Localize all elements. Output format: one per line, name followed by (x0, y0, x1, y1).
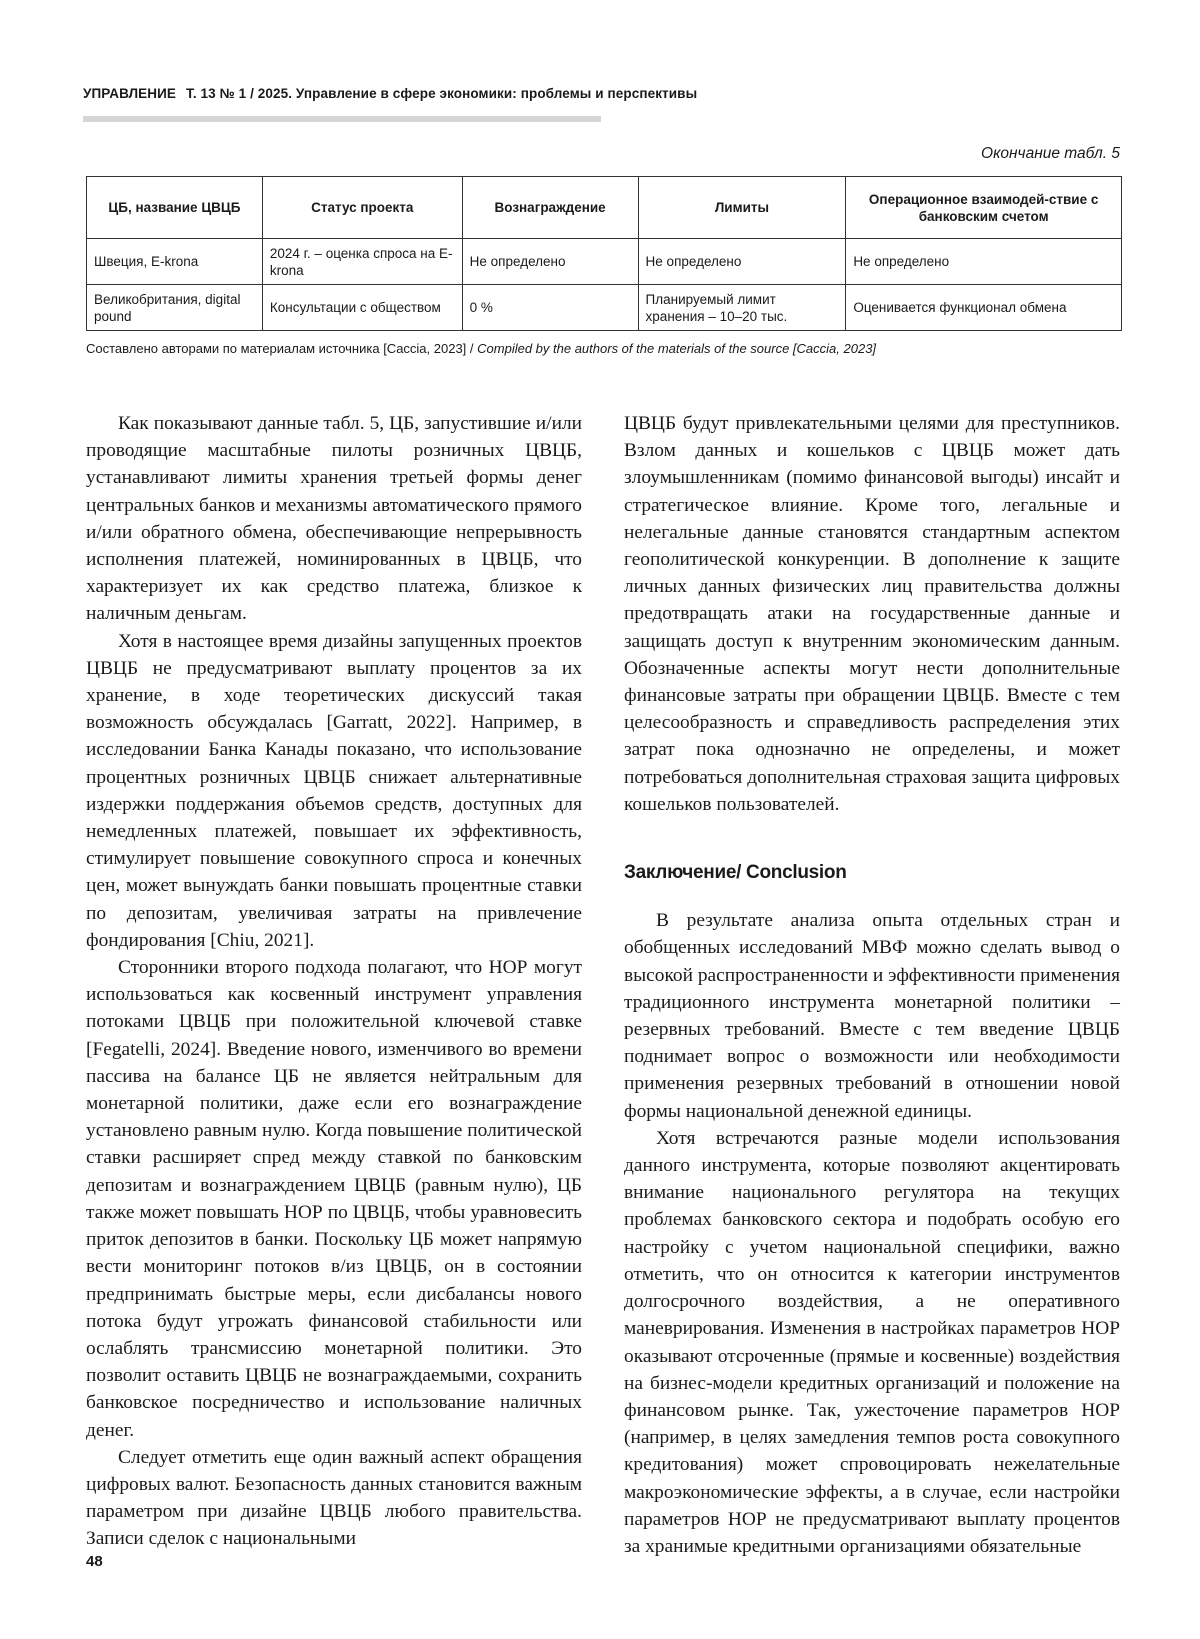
cbdc-table (86, 176, 1122, 331)
left-column (86, 410, 582, 1553)
table-cell: 2024 г. – оценка спроса на E-krona (262, 239, 462, 285)
column-header: Лимиты (638, 177, 846, 239)
table-cell: Консультации с обществом (262, 285, 462, 331)
paragraph: Хотя в настоящее время дизайны запущенных проектов ЦВЦБ не предусматривают выплату процентов за их хранение, в ходе теоретических дискуссий такая возможность обсуждалась [Garratt, 2022]. Например, в исследовании Банка Канады показано, что использование процентных розничных ЦВЦБ снижает альтернативные издержки поддержания объемов средств, доступных для немедленных платежей, повышает их эффективность, стимулирует повышение совокупного спроса и конечных цен, может вынуждать банки повышать процентные ставки по депозитам, увеличивая затраты на привлечение фондирования [Chiu, 2021]. (86, 630, 582, 951)
paragraph: ЦВЦБ будут привлекательными целями для преступников. Взлом данных и кошельков с ЦВЦБ может дать злоумышленникам (помимо финансовой выгоды) инсайт и стратегическое влияние. Кроме того, легальные и нелегальные данные становятся стандартным аспектом геополитической конкуренции. В дополнение к защите личных данных физических лиц правительства должны предотвращать атаки на государственные данные и защищать доступ к внутренним экономическим данным. Обозначенные аспекты могут нести дополнительные финансовые затраты при обращении ЦВЦБ. Вместе с тем целесообразность и справедливость распределения этих затрат пока однозначно не определены, и может потребоваться дополнительная страховая защита цифровых кошельков пользователей. (624, 413, 1120, 815)
paragraph: Сторонники второго подхода полагают, что НОР могут использоваться как косвенный инструмент управления потоками ЦВЦБ при положительной ключевой ставке [Fegatelli, 2024]. Введение нового, изменчивого во времени пассива на балансе ЦБ не является нейтральным для монетарной политики, даже если его вознаграждение установлено равным нулю. Когда повышение политической ставки расширяет спред между ставкой по банковским депозитам и вознаграждением ЦВЦБ (равным нулю), ЦБ также может повышать НОР по ЦВЦБ, чтобы уравновесить приток депозитов в банки. Поскольку ЦБ может напрямую вести мониторинг потоков в/из ЦВЦБ, он в состоянии предпринимать быстрые меры, если дисбалансы нового потока будут угрожать финансовой стабильности или ослаблять трансмиссию монетарной политики. Это позволит оставить ЦВЦБ не вознаграждаемыми, сохранить банковское посредничество и использование наличных денег. (86, 957, 582, 1441)
table-cell: Оценивается функционал обмена (846, 285, 1122, 331)
page-number: 48 (86, 1553, 103, 1570)
column-header: Статус проекта (262, 177, 462, 239)
paragraph: Следует отметить еще один важный аспект обращения цифровых валют. Безопасность данных становится важным параметром при дизайне ЦВЦБ любого правительства. Записи сделок с национальными (86, 1446, 582, 1550)
paragraph: Хотя встречаются разные модели использования данного инструмента, которые позволяют акцентировать внимание национального регулятора на текущих проблемах банковского сектора и подобрать особую его настройку с учетом национальной специфики, важно отметить, что он относится к категории инструментов долгосрочного воздействия, а не оперативного маневрирования. Изменения в настройках параметров НОР оказывают отсроченные (прямые и косвенные) воздействия на бизнес-модели кредитных организаций и положение на финансовом рынке. Так, ужесточение параметров НОР (например, в целях замедления темпов роста совокупного кредитования) может спровоцировать нежелательные макроэкономические эффекты, а в случае, если настройки параметров НОР не предусматривают выплату процентов за хранимые кредитными организациями обязательные (624, 1127, 1120, 1557)
table-cell: 0 % (462, 285, 638, 331)
table-cell: Не определено (638, 239, 846, 285)
table-header-row (87, 177, 1122, 239)
column-header: ЦБ, название ЦВЦБ (87, 177, 263, 239)
table-cell: Планируемый лимит хранения – 10–20 тыс. (638, 285, 846, 331)
journal-name: УПРАВЛЕНИЕ (83, 86, 177, 101)
table-cell: Не определено (462, 239, 638, 285)
table-row (87, 285, 1122, 331)
issue-info: Т. 13 № 1 / 2025. Управление в сфере экономики: проблемы и перспективы (186, 86, 698, 101)
section-heading: Заключение/ Conclusion (624, 862, 847, 884)
paragraph: Как показывают данные табл. 5, ЦБ, запустившие и/или проводящие масштабные пилоты розничных ЦВЦБ, устанавливают лимиты хранения третьей формы денег центральных банков и механизмы автоматического прямого и/или обратного обмена, обеспечивающие непрерывность исполнения платежей, номинированных в ЦВЦБ, что характеризует их как средство платежа, близкое к наличным деньгам. (86, 413, 582, 625)
column-header: Операционное взаимодей-ствие с банковским счетом (846, 177, 1122, 239)
right-column (624, 410, 1120, 1560)
source-note-en: Compiled by the authors of the materials of the source [Caccia, 2023] (477, 341, 877, 356)
table-cell: Не определено (846, 239, 1122, 285)
table-caption: Окончание табл. 5 (981, 145, 1120, 162)
running-header (83, 86, 697, 101)
paragraph: В результате анализа опыта отдельных стран и обобщенных исследований МВФ можно сделать вывод о высокой распространенности и эффективности применения традиционного инструмента монетарной политики – резервных требований. Вместе с тем введение ЦВЦБ поднимает вопрос о возможности или необходимости применения резервных требований в отношении новой формы национальной денежной единицы. (624, 910, 1120, 1122)
table-row (87, 239, 1122, 285)
table-source-note (86, 341, 876, 356)
header-rule (83, 116, 601, 122)
table-cell: Великобритания, digital pound (87, 285, 263, 331)
source-note-ru: Составлено авторами по материалам источника [Caccia, 2023] / (86, 341, 474, 356)
table-cell: Швеция, E-krona (87, 239, 263, 285)
column-header: Вознаграждение (462, 177, 638, 239)
